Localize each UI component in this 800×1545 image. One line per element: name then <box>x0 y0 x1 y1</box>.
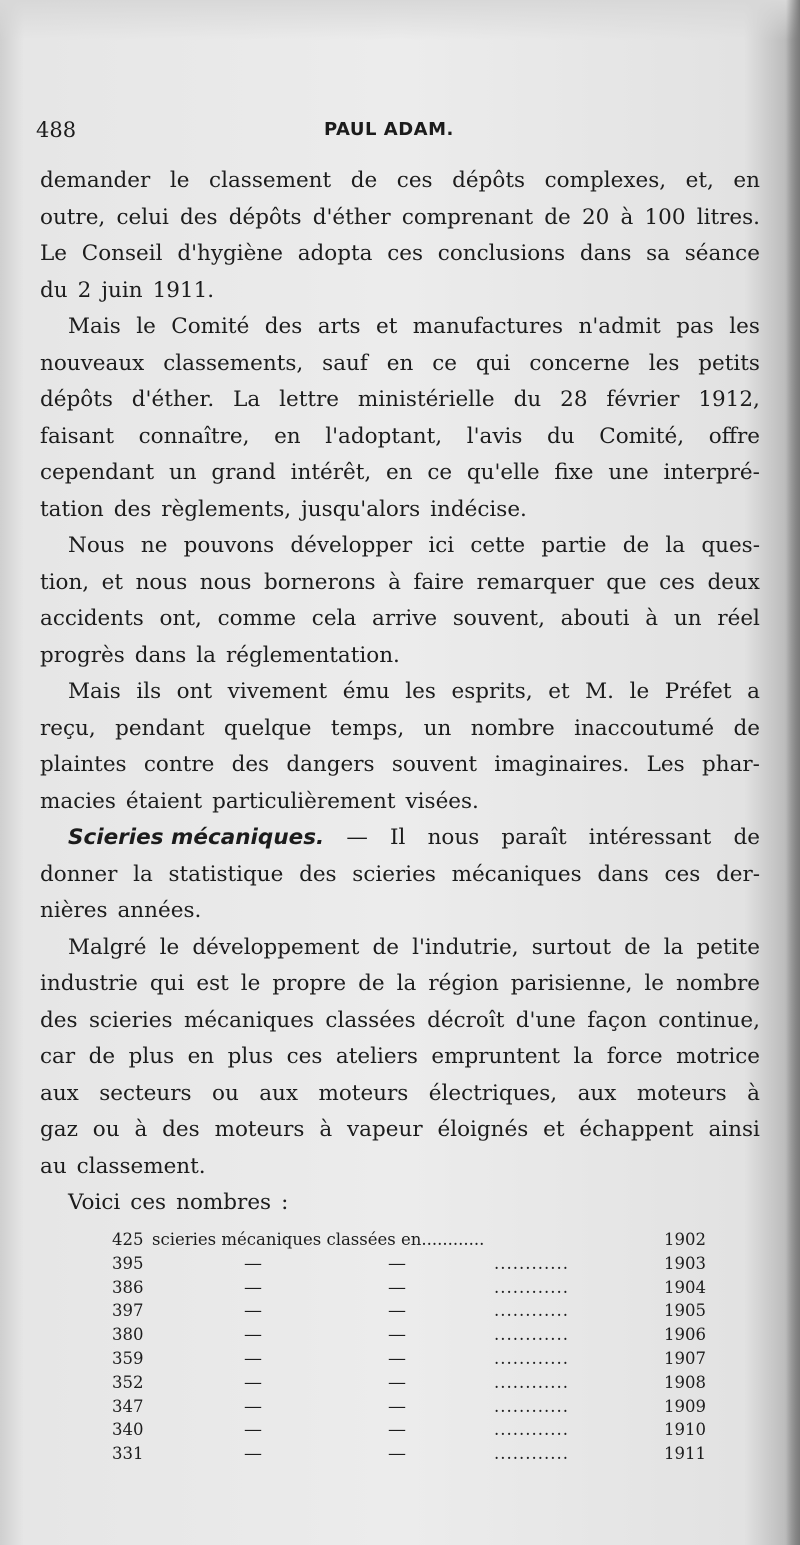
sawmill-count: 352 <box>112 1372 144 1392</box>
ditto-dash: — <box>244 1347 262 1369</box>
sawmill-count: 380 <box>112 1325 144 1345</box>
year: 1903 <box>664 1253 706 1273</box>
year: 1909 <box>664 1396 706 1416</box>
text-line: car de plus en plus ces ateliers empruntent la force motrice <box>40 1044 760 1069</box>
year: 1902 <box>664 1230 706 1249</box>
page-header <box>36 118 756 148</box>
text-line: outre, celui des dépôts d'éther comprenant de 20 à 100 litres. <box>40 204 760 230</box>
table-row <box>112 1323 712 1347</box>
body-text <box>40 163 760 1222</box>
ditto-dash: — <box>388 1324 406 1346</box>
text-line: Mais ils ont vivement ému les esprits, et M. le Préfet a <box>68 679 760 704</box>
text-line: des scieries mécaniques classées décroît d'une façon continue, <box>40 1007 760 1033</box>
year: 1910 <box>664 1420 706 1440</box>
text-line: progrès dans la réglementation. <box>40 642 400 668</box>
text-line: Malgré le développement de l'indutrie, surtout de la petite <box>68 934 760 960</box>
leader-dots: ............ <box>494 1253 569 1273</box>
text-line: reçu, pendant quelque temps, un nombre inaccoutumé de <box>40 715 760 741</box>
leader-dots: ............ <box>494 1420 569 1440</box>
table-row <box>112 1418 712 1442</box>
table-row <box>112 1442 712 1466</box>
table-row <box>112 1347 712 1371</box>
leader-dots: ............ <box>494 1277 569 1297</box>
ditto-dash: — <box>244 1371 262 1393</box>
leader-dots: ............ <box>494 1348 569 1368</box>
text-line: donner la statistique des scieries mécaniques dans ces der- <box>40 861 760 887</box>
text-line: nouveaux classements, sauf en ce qui concerne les petits <box>40 350 760 376</box>
year: 1906 <box>664 1325 706 1345</box>
row-label: scieries mécaniques classées en............ <box>152 1230 485 1249</box>
ditto-dash: — <box>388 1395 406 1417</box>
text-line: Nous ne pouvons développer ici cette partie de la ques- <box>68 533 760 558</box>
sawmill-count: 395 <box>112 1253 144 1273</box>
sawmill-count: 340 <box>112 1420 144 1440</box>
sawmill-count: 331 <box>112 1444 144 1464</box>
ditto-dash: — <box>244 1419 262 1441</box>
year: 1911 <box>664 1444 706 1464</box>
text-line: tation des règlements, jusqu'alors indécise. <box>40 496 527 522</box>
text-line: industrie qui est le propre de la région parisienne, le nombre <box>40 971 760 996</box>
ditto-dash: — <box>388 1252 406 1274</box>
ditto-dash: — <box>388 1347 406 1369</box>
leader-dots: ............ <box>494 1396 569 1416</box>
text-line: du 2 juin 1911. <box>40 277 215 303</box>
text-line: Scieries mécaniques. — Il nous paraît intéressant de <box>40 820 760 857</box>
year: 1904 <box>664 1277 706 1297</box>
sawmill-count: 386 <box>112 1277 144 1297</box>
sawmill-count: 397 <box>112 1301 144 1321</box>
sawmill-count: 347 <box>112 1396 144 1416</box>
leader-dots: ............ <box>494 1325 569 1345</box>
sawmill-count: 425 <box>112 1230 144 1249</box>
ditto-dash: — <box>244 1443 262 1465</box>
text-line: dépôts d'éther. La lettre ministérielle du 28 février 1912, <box>40 387 760 412</box>
running-title: PAUL ADAM. <box>324 119 454 140</box>
table-row <box>112 1395 712 1419</box>
ditto-dash: — <box>244 1300 262 1322</box>
text-line: Voici ces nombres : <box>68 1190 289 1215</box>
text-line: au classement. <box>40 1153 206 1179</box>
leader-dots: ............ <box>494 1301 569 1321</box>
text-line: cependant un grand intérêt, en ce qu'elle fixe une interpré- <box>40 460 760 485</box>
ditto-dash: — <box>388 1371 406 1393</box>
ditto-dash: — <box>244 1276 262 1298</box>
ditto-dash: — <box>388 1300 406 1322</box>
page-shadow <box>0 0 800 40</box>
text-line: plaintes contre des dangers souvent imaginaires. Les phar- <box>40 752 760 777</box>
table-row <box>112 1276 712 1300</box>
text-line: Le Conseil d'hygiène adopta ces conclusions dans sa séance <box>40 241 760 266</box>
sawmill-statistics-table <box>112 1228 712 1466</box>
text-line: demander le classement de ces dépôts complexes, et, en <box>40 168 760 193</box>
text-line: nières années. <box>40 898 202 923</box>
page-number: 488 <box>36 118 77 142</box>
ditto-dash: — <box>388 1276 406 1298</box>
text-line: Mais le Comité des arts et manufactures n'admit pas les <box>68 314 760 339</box>
year: 1907 <box>664 1348 706 1368</box>
year: 1905 <box>664 1301 706 1321</box>
sawmill-count: 359 <box>112 1348 144 1368</box>
text-line: faisant connaître, en l'adoptant, l'avis du Comité, offre <box>40 423 760 449</box>
table-row <box>112 1252 712 1276</box>
leader-dots: ............ <box>494 1444 569 1464</box>
ditto-dash: — <box>388 1419 406 1441</box>
table-row <box>112 1371 712 1395</box>
ditto-dash: — <box>388 1443 406 1465</box>
ditto-dash: — <box>244 1324 262 1346</box>
table-row <box>112 1299 712 1323</box>
text-line: gaz ou à des moteurs à vapeur éloignés et échappent ainsi <box>40 1117 760 1142</box>
text-line: tion, et nous nous bornerons à faire remarquer que ces deux <box>40 569 760 595</box>
leader-dots: ............ <box>494 1372 569 1392</box>
ditto-dash: — <box>244 1252 262 1274</box>
section-heading: Scieries mécaniques. <box>68 825 325 850</box>
ditto-dash: — <box>244 1395 262 1417</box>
text-line: macies étaient particulièrement visées. <box>40 788 479 814</box>
year: 1908 <box>664 1372 706 1392</box>
page-edge <box>786 0 800 1545</box>
table-row <box>112 1228 712 1252</box>
text-line: aux secteurs ou aux moteurs électriques, aux moteurs à <box>40 1080 760 1106</box>
text-line: accidents ont, comme cela arrive souvent, abouti à un réel <box>40 606 760 631</box>
